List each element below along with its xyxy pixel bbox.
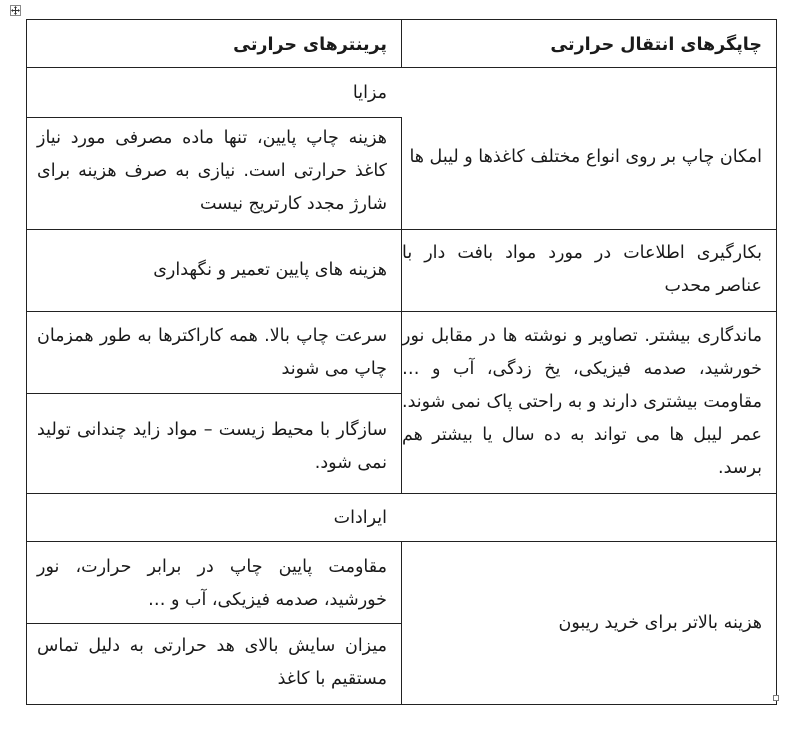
thermal-disadvantage-cell: میزان سایش بالای هد حرارتی به دلیل تماس مستقیم با کاغذ xyxy=(37,636,387,689)
table-resize-handle[interactable] xyxy=(773,695,779,701)
header-cell-transfer-printers: چاپگرهای انتقال حرارتی xyxy=(550,35,762,55)
header-cell-thermal-printers: پرینترهای حرارتی xyxy=(233,35,387,55)
transfer-advantage-cell: ماندگاری بیشتر. تصاویر و نوشته ها در مقابل نور خورشید، صدمه فیزیکی، یخ زدگی، آب و … مقاومت بیشتری دارند و به راحتی پاک نمی شوند. عمر لیبل ها می تواند به ده سال یا بیشتر هم برسد. xyxy=(402,326,762,478)
table-border xyxy=(26,623,401,624)
thermal-advantage-cell: سرعت چاپ بالا. همه کاراکترها به طور همزمان چاپ می شوند xyxy=(37,326,387,379)
thermal-advantage-cell: هزینه چاپ پایین، تنها ماده مصرفی مورد نیاز کاغذ حرارتی است. نیازی به صرف هزینه برای شارژ مجدد کارتریج نیست xyxy=(37,128,387,214)
section-label-disadvantages: ایرادات xyxy=(333,508,387,528)
table-move-handle-icon[interactable] xyxy=(10,5,21,16)
transfer-advantage-cell: امکان چاپ بر روی انواع مختلف کاغذها و لیبل ها xyxy=(409,147,762,167)
table-border xyxy=(26,19,27,705)
table-border xyxy=(26,117,401,118)
thermal-disadvantage-cell: مقاومت پایین چاپ در برابر حرارت، نور خورشید، صدمه فیزیکی، آب و … xyxy=(37,557,387,610)
section-label-advantages: مزایا xyxy=(352,83,387,103)
transfer-disadvantage-cell: هزینه بالاتر برای خرید ریبون xyxy=(558,613,762,633)
transfer-advantage-cell: بکارگیری اطلاعات در مورد مواد بافت دار با عناصر محدب xyxy=(402,243,762,296)
thermal-advantage-cell: سازگار با محیط زیست – مواد زاید چندانی تولید نمی شود. xyxy=(37,420,387,473)
thermal-advantage-cell: هزینه های پایین تعمیر و نگهداری xyxy=(153,260,387,280)
table-border xyxy=(26,393,401,394)
table-border xyxy=(776,19,777,705)
